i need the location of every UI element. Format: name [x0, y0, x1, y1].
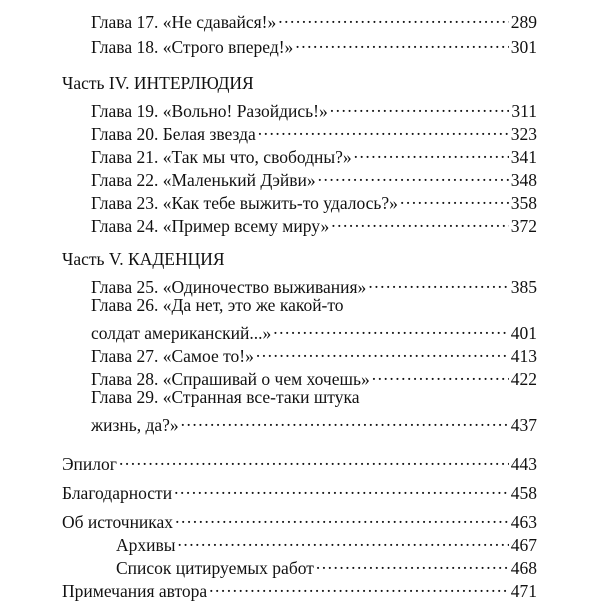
- toc-entry-chapter-28[interactable]: [91, 363, 537, 389]
- toc-entry-page: 323: [510, 124, 537, 144]
- toc-entry-page: 401: [510, 323, 537, 343]
- leader-dots: [331, 210, 509, 232]
- toc-entry-title: Глава 23. «Как тебе выжить-то удалось?»: [91, 193, 398, 213]
- leader-dots: [295, 31, 508, 53]
- toc-entry-title-cont: солдат американский...»: [91, 323, 272, 343]
- leader-dots: [258, 118, 509, 140]
- toc-entry-page: 289: [510, 12, 537, 32]
- toc-entry-title: Глава 24. «Пример всему миру»: [91, 216, 330, 236]
- leader-dots: [273, 317, 509, 339]
- leader-dots: [174, 477, 509, 499]
- toc-entry-sources[interactable]: [62, 506, 537, 532]
- toc-entry-page: 443: [510, 454, 537, 474]
- toc-entry-title: Глава 17. «Не сдавайся!»: [91, 12, 277, 32]
- toc-entry-title: Примечания автора: [62, 581, 208, 601]
- toc-entry-page: 311: [511, 101, 537, 121]
- toc-entry-title: Архивы: [116, 535, 176, 555]
- toc-entry-title: Глава 25. «Одиночество выживания»: [91, 277, 367, 297]
- toc-entry-chapter-29-line1[interactable]: [91, 386, 537, 408]
- toc-entry-archives[interactable]: [116, 529, 537, 555]
- toc-entry-title: Благодарности: [62, 483, 173, 503]
- leader-dots: [175, 506, 509, 528]
- toc-entry-chapter-25[interactable]: [91, 271, 537, 297]
- toc-entry-page: 358: [510, 193, 537, 213]
- toc-entry-title: Глава 26. «Да нет, это же какой-то: [91, 295, 344, 315]
- toc-entry-page: 468: [510, 558, 537, 578]
- toc-entry-title: Глава 29. «Странная все-таки штука: [91, 387, 360, 407]
- toc-entry-author-notes[interactable]: [62, 575, 537, 601]
- leader-dots: [119, 448, 509, 470]
- toc-entry-page: 458: [510, 483, 537, 503]
- toc-entry-chapter-18[interactable]: [91, 31, 537, 57]
- leader-dots: [368, 271, 508, 293]
- leader-dots: [316, 552, 509, 574]
- toc-entry-chapter-24[interactable]: [91, 210, 537, 236]
- leader-dots: [400, 187, 509, 209]
- toc-entry-title: Глава 20. Белая звезда: [91, 124, 256, 144]
- toc-entry-page: 413: [510, 346, 537, 366]
- leader-dots: [178, 529, 509, 551]
- toc-entry-page: 372: [510, 216, 537, 236]
- leader-dots: [209, 575, 509, 597]
- leader-dots: [256, 340, 509, 362]
- leader-dots: [181, 409, 509, 431]
- toc-entry-chapter-22[interactable]: [91, 164, 537, 190]
- toc-entry-chapter-29-line2[interactable]: [91, 409, 537, 435]
- toc-entry-title: Об источниках: [62, 512, 174, 532]
- toc-entry-title: Глава 19. «Вольно! Разойдись!»: [91, 101, 328, 121]
- part-heading-iv: Часть IV. ИНТЕРЛЮДИЯ: [62, 73, 254, 93]
- toc-entry-title: Глава 22. «Маленький Дэйви»: [91, 170, 316, 190]
- toc-entry-chapter-26-line1[interactable]: [91, 294, 537, 316]
- toc-entry-title: Глава 21. «Так мы что, свободны?»: [91, 147, 352, 167]
- toc-entry-chapter-21[interactable]: [91, 141, 537, 167]
- toc-entry-page: 467: [510, 535, 537, 555]
- toc-entry-page: 437: [510, 415, 537, 435]
- toc-entry-acknowledgements[interactable]: [62, 477, 537, 503]
- leader-dots: [278, 6, 508, 28]
- toc-entry-title: Список цитируемых работ: [116, 558, 314, 578]
- leader-dots: [330, 95, 510, 117]
- toc-entry-title: Глава 18. «Строго вперед!»: [91, 37, 294, 57]
- part-heading-v: Часть V. КАДЕНЦИЯ: [62, 249, 225, 269]
- toc-entry-title: Глава 27. «Самое то!»: [91, 346, 254, 366]
- toc-entry-chapter-23[interactable]: [91, 187, 537, 213]
- leader-dots: [318, 164, 509, 186]
- toc-entry-chapter-27[interactable]: [91, 340, 537, 366]
- leader-dots: [354, 141, 509, 163]
- toc-entry-title-cont: жизнь, да?»: [91, 415, 179, 435]
- toc-entry-page: 385: [510, 277, 537, 297]
- toc-entry-page: 422: [510, 369, 537, 389]
- toc-entry-chapter-26-line2[interactable]: [91, 317, 537, 343]
- leader-dots: [372, 363, 509, 385]
- toc-entry-title: Эпилог: [62, 454, 117, 474]
- toc-entry-page: 341: [510, 147, 537, 167]
- toc-entry-page: 348: [510, 170, 537, 190]
- toc-entry-epilogue[interactable]: [62, 448, 537, 474]
- toc-entry-page: 463: [510, 512, 537, 532]
- toc-entry-title: Глава 28. «Спрашивай о чем хочешь»: [91, 369, 370, 389]
- toc-entry-chapter-17[interactable]: [91, 6, 537, 32]
- toc-entry-cited-works[interactable]: [116, 552, 537, 578]
- toc-entry-page: 471: [510, 581, 537, 601]
- toc-entry-chapter-20[interactable]: [91, 118, 537, 144]
- toc-entry-page: 301: [510, 37, 537, 57]
- toc-entry-chapter-19[interactable]: [91, 95, 537, 121]
